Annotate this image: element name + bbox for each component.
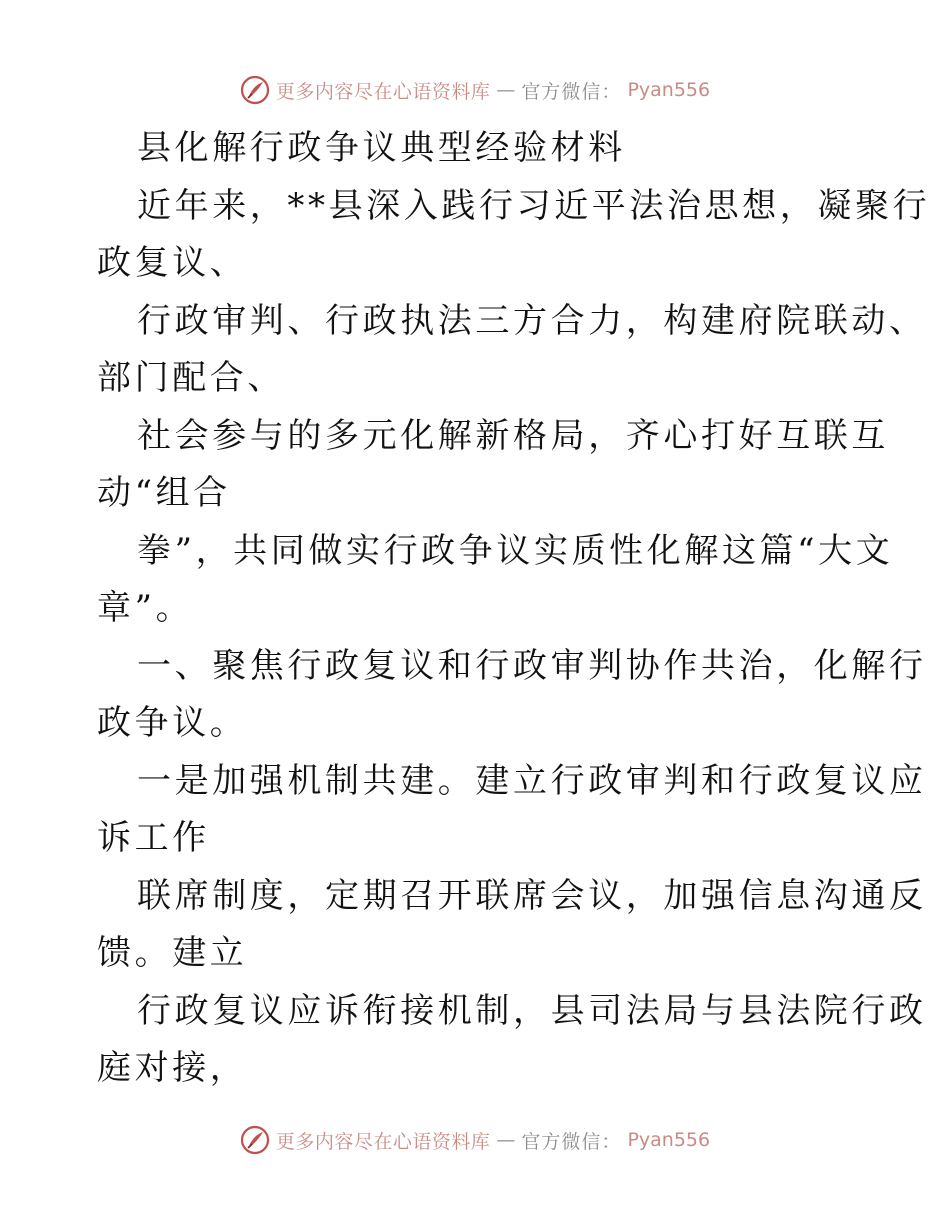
feather-pen-logo-icon <box>240 1125 270 1155</box>
document-line: 一是加强机制共建。建立行政审判和行政复议应 <box>137 760 927 801</box>
document-line: 诉工作 <box>97 818 210 858</box>
document-line: 政复议、 <box>97 243 248 283</box>
watermark-brand-text: 更多内容尽在心语资料库 <box>275 1130 491 1153</box>
footer-watermark <box>0 1120 950 1160</box>
watermark-label: 官方微信： <box>521 80 622 103</box>
document-line: 联席制度，定期召开联席会议，加强信息沟通反 <box>137 875 927 916</box>
document-line: 部门配合、 <box>97 358 285 398</box>
watermark-label: 官方微信： <box>521 1130 622 1153</box>
document-line: 庭对接， <box>97 1048 248 1088</box>
document-title: 县化解行政争议典型经验材料 <box>137 128 626 168</box>
document-line: 馈。建立 <box>97 933 248 973</box>
section-heading: 一、聚焦行政复议和行政审判协作共治，化解行 <box>137 645 927 686</box>
document-line: 拳”，共同做实行政争议实质性化解这篇“大文 <box>137 530 894 571</box>
watermark-wechat-id: Pyan556 <box>627 1129 711 1151</box>
document-line: 行政复议应诉衔接机制，县司法局与县法院行政 <box>137 990 927 1031</box>
watermark-separator: — <box>496 1129 516 1151</box>
document-line: 行政审判、行政执法三方合力，构建府院联动、 <box>137 300 927 341</box>
watermark-wechat-id: Pyan556 <box>627 79 711 101</box>
document-line: 章”。 <box>97 588 194 628</box>
watermark-brand-text: 更多内容尽在心语资料库 <box>275 80 491 103</box>
document-line: 社会参与的多元化解新格局，齐心打好互联互 <box>137 415 889 456</box>
document-line: 近年来，**县深入践行习近平法治思想，凝聚行 <box>137 185 931 226</box>
document-body <box>97 120 931 1098</box>
watermark-separator: — <box>496 79 516 101</box>
document-line: 政争议。 <box>97 703 248 743</box>
document-line: 动“组合 <box>97 473 231 513</box>
feather-pen-logo-icon <box>240 75 270 105</box>
header-watermark <box>0 70 950 110</box>
